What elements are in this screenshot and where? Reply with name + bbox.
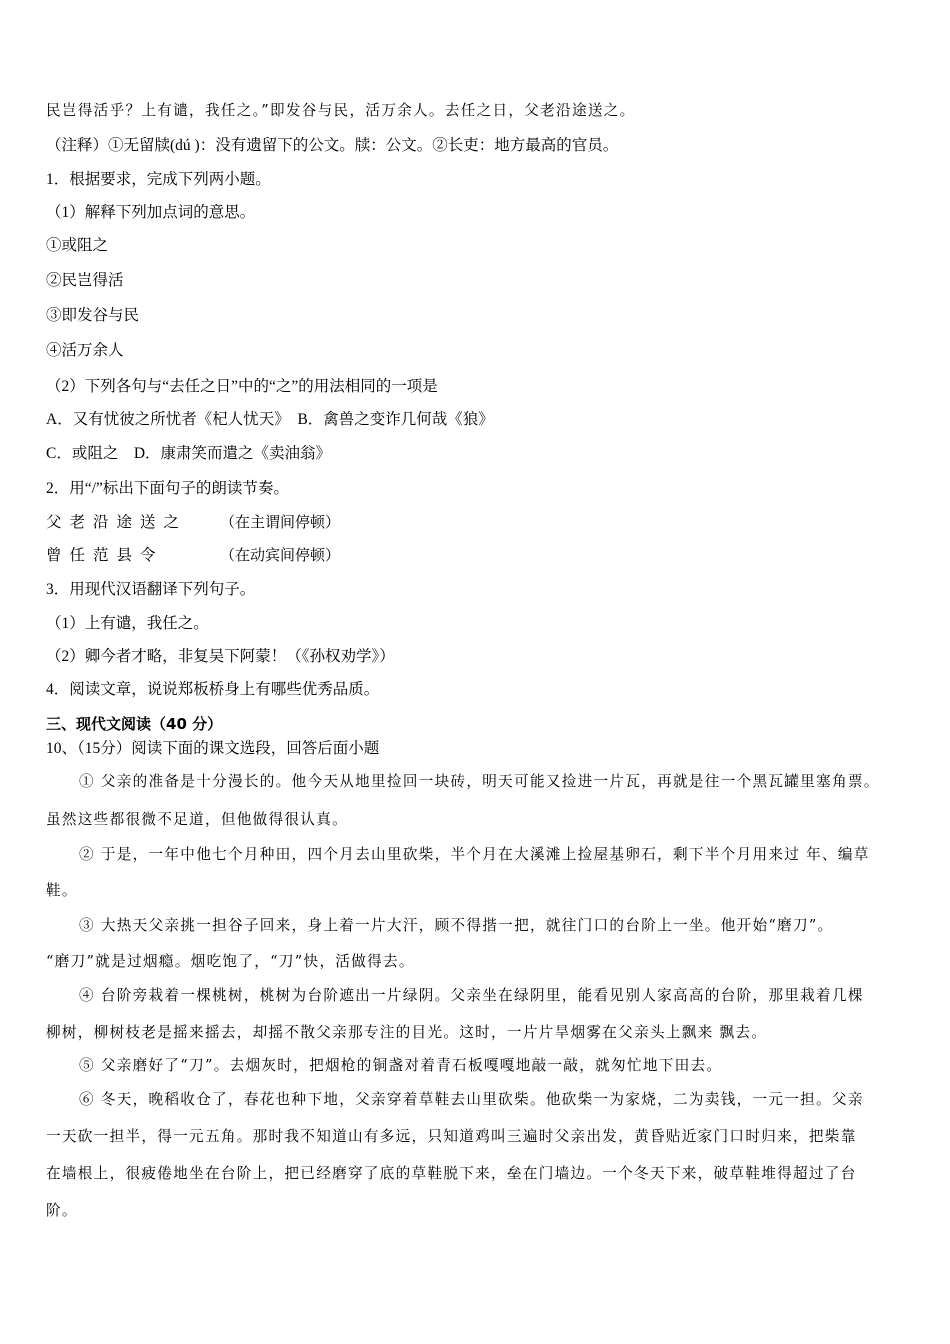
rhythm-sentence-1: 父老沿途送之 (46, 514, 188, 531)
option-a-b: A．又有忧彼之所忧者《杞人忧天》 B．禽兽之变诈几何哉《狼》 (46, 411, 494, 428)
word-item-2: ②民岂得活 (46, 272, 124, 289)
paragraph-2-line-2: 鞋。 (46, 882, 78, 899)
paragraph-5-line-1: ⑤ 父亲磨好了“刀”。去烟灰时，把烟枪的铜盏对着青石板嘎嘎地敲一敲，就匆忙地下田去。 (79, 1057, 723, 1074)
paragraph-6-line-4: 阶。 (46, 1202, 78, 1219)
paragraph-6-line-2: 一天砍一担半，得一元五角。那时我不知道山有多远，只知道鸡叫三遍时父亲出发，黄昏贴近家门口时归来，把柴靠 (46, 1128, 857, 1145)
rhythm-note-2: （在动宾间停顿） (220, 548, 341, 564)
question-1-title: 1．根据要求，完成下列两小题。 (46, 171, 271, 188)
paragraph-6-line-3: 在墙根上，很疲倦地坐在台阶上，把已经磨穿了底的草鞋脱下来，垒在门墙边。一个冬天下来，破草鞋堆得超过了台 (46, 1165, 857, 1182)
word-item-3: ③即发谷与民 (46, 307, 140, 324)
paragraph-1-line-2: 虽然这些都很微不足道，但他做得很认真。 (46, 811, 348, 828)
question-2-title: 2．用“/”标出下面句子的朗读节奏。 (46, 480, 289, 497)
option-c-d: C．或阻之 D．康肃笑而遣之《卖油翁》 (46, 445, 332, 462)
question-3-sub-2: （2）卿今者才略，非复吴下阿蒙！（《孙权劝学》） (46, 648, 395, 665)
paragraph-2-line-1: ② 于是，一年中他七个月种田，四个月去山里砍柴，半个月在大溪滩上捡屋基卵石，剩下半个月用来过 年、编草 (79, 846, 870, 863)
section-3-heading: 三、现代文阅读（40 分） (46, 715, 223, 733)
paragraph-1-line-1: ① 父亲的准备是十分漫长的。他今天从地里捡回一块砖，明天可能又捡进一片瓦，再就是往一个黑瓦罐里塞角票。 (79, 773, 880, 790)
passage-tail-line: 民岂得活乎？上有谴，我任之。”即发谷与民，活万余人。去任之日，父老沿途送之。 (46, 102, 636, 119)
question-1-sub-1: （1）解释下列加点词的意思。 (46, 204, 256, 221)
annotation-line: （注释）①无留牍(dú )：没有遗留下的公文。牍：公文。②长吏：地方最高的官员。 (46, 137, 619, 154)
paragraph-3-line-1: ③ 大热天父亲挑一担谷子回来，身上着一片大汗，顾不得揩一把，就往门口的台阶上一坐。他开始“磨刀”。 (79, 917, 834, 934)
rhythm-sentence-2: 曾任范县令 (46, 547, 164, 564)
question-1-sub-2: （2）下列各句与“去任之日”中的“之”的用法相同的一项是 (46, 378, 438, 395)
word-item-4: ④活万余人 (46, 342, 124, 359)
paragraph-6-line-1: ⑥ 冬天，晚稻收仓了，春花也种下地，父亲穿着草鞋去山里砍柴。他砍柴一为家烧，二为卖钱，一元一担。父亲 (79, 1091, 864, 1108)
rhythm-note-1: （在主谓间停顿） (220, 515, 341, 531)
question-3-sub-1: （1）上有谴，我任之。 (46, 615, 209, 632)
paragraph-3-line-2: “磨刀”就是过烟瘾。烟吃饱了，“刀”快，活做得去。 (46, 953, 415, 970)
word-item-1: ①或阻之 (46, 237, 109, 254)
question-4-title: 4．阅读文章，说说郑板桥身上有哪些优秀品质。 (46, 681, 380, 698)
question-10-intro: 10、（15分）阅读下面的课文选段，回答后面小题 (46, 740, 380, 757)
paragraph-4-line-1: ④ 台阶旁栽着一棵桃树，桃树为台阶遮出一片绿阴。父亲坐在绿阴里，能看见别人家高高的台阶，那里栽着几棵 (79, 987, 864, 1004)
paragraph-4-line-2: 柳树，柳树枝老是摇来摇去，却摇不散父亲那专注的目光。这时，一片片旱烟雾在父亲头上飘来 飘去。 (46, 1024, 768, 1041)
question-3-title: 3．用现代汉语翻译下列句子。 (46, 581, 256, 598)
